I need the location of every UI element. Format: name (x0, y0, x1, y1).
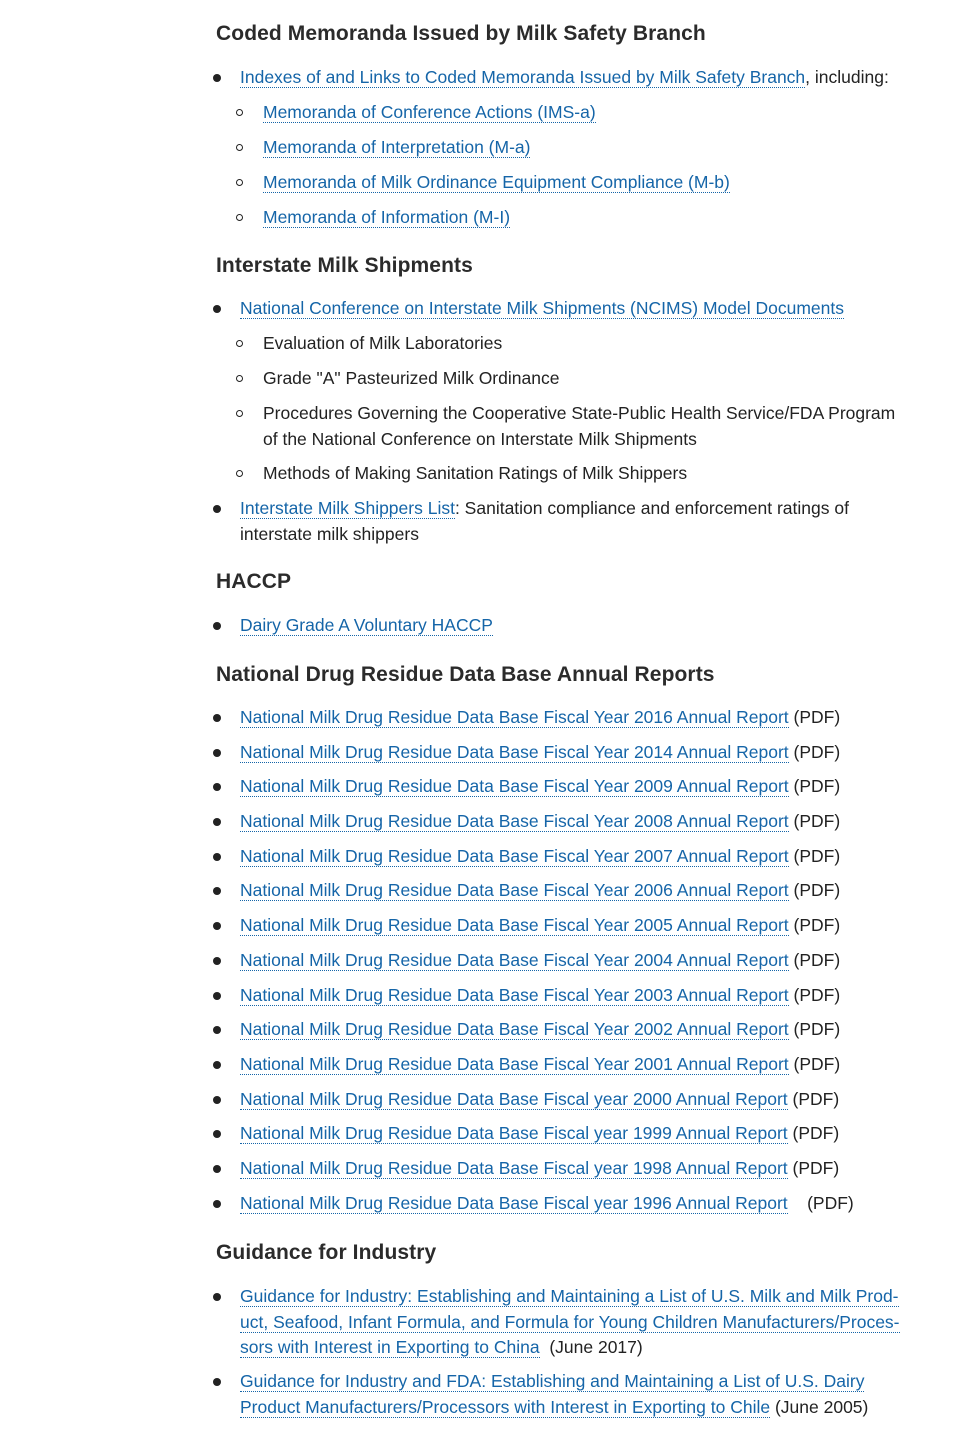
annual-report-link[interactable]: National Milk Drug Residue Data Base Fiscal Year 2003 Annual Report (240, 984, 789, 1005)
heading-guidance: Guidance for Industry (216, 1241, 437, 1264)
ims-list-description: : Sanitation compliance and enforcement ratings of (454, 498, 849, 518)
annual-report-link[interactable]: National Milk Drug Residue Data Base Fiscal Year 2016 Annual Report (240, 707, 789, 727)
memo-link-ims-a[interactable]: Memoranda of Conference Actions (IMS-a) (263, 102, 596, 122)
ncims-item-text: Methods of Making Sanitation Ratings of Milk Shippers (263, 463, 688, 483)
annual-report-link[interactable]: National Milk Drug Residue Data Base Fiscal Year 2004 Annual Report (240, 949, 789, 970)
list-item (216, 401, 966, 461)
memo-link-m-b[interactable]: Memoranda of Milk Ordinance Equipment Compliance (M-b) (263, 172, 730, 192)
annual-report-link[interactable]: National Milk Drug Residue Data Base Fiscal year 1998 Annual Report (240, 1157, 788, 1178)
list-item (216, 296, 966, 331)
annual-report-link[interactable]: National Milk Drug Residue Data Base Fiscal Year 2005 Annual Report (240, 915, 789, 936)
guidance-china-link[interactable]: uct, Seafood, Infant Formula, and Formula for Young Children Manufacturers/Proces- (240, 1311, 900, 1332)
interstate-milk-shippers-list-link[interactable]: Interstate Milk Shippers List (240, 498, 455, 518)
annual-report-link[interactable]: National Milk Drug Residue Data Base Fiscal Year 2002 Annual Report (240, 1019, 789, 1040)
ncims-link[interactable]: National Conference on Interstate Milk Shipments (NCIMS) Model Documents (240, 298, 844, 318)
guidance-china-link[interactable]: sors with Interest in Exporting to China (240, 1337, 540, 1357)
report-list-item (216, 913, 966, 948)
list-item (216, 366, 966, 401)
annual-report-link[interactable]: National Milk Drug Residue Data Base Fiscal Year 2014 Annual Report (240, 741, 789, 762)
report-list-item (216, 1191, 966, 1226)
ncims-item-text: Grade "A" Pasteurized Milk Ordinance (263, 368, 560, 388)
coded-memoranda-list (216, 65, 966, 240)
memo-link-m-a[interactable]: Memoranda of Interpretation (M-a) (263, 137, 531, 157)
report-list-item (216, 983, 966, 1018)
drug-residue-report-list (216, 705, 966, 1225)
report-list-item (216, 1156, 966, 1191)
ims-list-description-cont: interstate milk shippers (240, 523, 419, 544)
list-item (216, 613, 966, 648)
guidance-list (216, 1284, 976, 1429)
list-item (216, 496, 966, 556)
guidance-chile-link[interactable]: Product Manufacturers/Processors with Interest in Exporting to Chile (240, 1396, 771, 1417)
guidance-china-date: (June 2017) (549, 1337, 643, 1357)
report-list-item (216, 1052, 966, 1087)
pdf-label: (PDF) (792, 1157, 840, 1178)
list-item (216, 135, 966, 170)
list-item (216, 100, 966, 135)
list-item (216, 461, 966, 496)
haccp-list (216, 613, 966, 648)
annual-report-link[interactable]: National Milk Drug Residue Data Base Fiscal Year 2006 Annual Report (240, 880, 789, 901)
pdf-label: (PDF) (792, 1088, 840, 1109)
pdf-label: (PDF) (807, 1192, 854, 1213)
pdf-label: (PDF) (793, 707, 841, 727)
list-item (216, 331, 966, 366)
pdf-label: (PDF) (793, 984, 841, 1005)
report-list-item (216, 1087, 966, 1122)
pdf-label: (PDF) (793, 880, 841, 901)
pdf-label: (PDF) (793, 845, 841, 866)
heading-coded-memoranda: Coded Memoranda Issued by Milk Safety Branch (216, 22, 706, 45)
coded-memoranda-index-link[interactable]: Indexes of and Links to Coded Memoranda Issued by Milk Safety Branch (240, 67, 806, 87)
annual-report-link[interactable]: National Milk Drug Residue Data Base Fiscal Year 2007 Annual Report (240, 845, 789, 866)
list-item (216, 65, 966, 100)
heading-interstate: Interstate Milk Shipments (216, 254, 473, 277)
memo-link-m-i[interactable]: Memoranda of Information (M-I) (263, 207, 511, 227)
heading-drug-residue: National Drug Residue Data Base Annual Reports (216, 663, 715, 686)
list-item (216, 205, 966, 240)
guidance-china-link[interactable]: Guidance for Industry: Establishing and Maintaining a List of U.S. Milk and Milk Prod- (240, 1286, 899, 1306)
index-suffix: , including: (805, 67, 889, 87)
ncims-item-text: Evaluation of Milk Laboratories (263, 333, 503, 353)
annual-report-link[interactable]: National Milk Drug Residue Data Base Fiscal Year 2001 Annual Report (240, 1053, 789, 1074)
report-list-item (216, 844, 966, 879)
report-list-item (216, 948, 966, 983)
annual-report-link[interactable]: National Milk Drug Residue Data Base Fiscal year 1996 Annual Report (240, 1192, 788, 1213)
haccp-link[interactable]: Dairy Grade A Voluntary HACCP (240, 615, 493, 635)
list-item (216, 1284, 976, 1369)
report-list-item (216, 878, 966, 913)
annual-report-link[interactable]: National Milk Drug Residue Data Base Fiscal year 1999 Annual Report (240, 1123, 788, 1144)
guidance-chile-date: (June 2005) (774, 1396, 869, 1417)
annual-report-link[interactable]: National Milk Drug Residue Data Base Fiscal Year 2009 Annual Report (240, 776, 789, 797)
list-item (216, 1369, 976, 1429)
list-item (216, 170, 966, 205)
report-list-item (216, 705, 966, 740)
pdf-label: (PDF) (792, 1123, 840, 1144)
report-list-item (216, 740, 966, 775)
pdf-label: (PDF) (793, 949, 841, 970)
report-list-item (216, 809, 966, 844)
heading-haccp: HACCP (216, 570, 292, 593)
annual-report-link[interactable]: National Milk Drug Residue Data Base Fiscal Year 2008 Annual Report (240, 811, 789, 832)
ncims-item-text: Procedures Governing the Cooperative State-Public Health Service/FDA Program (263, 403, 896, 423)
report-list-item (216, 774, 966, 809)
annual-report-link[interactable]: National Milk Drug Residue Data Base Fiscal year 2000 Annual Report (240, 1088, 788, 1109)
interstate-list (216, 296, 966, 556)
report-list-item (216, 1121, 966, 1156)
guidance-chile-link[interactable]: Guidance for Industry and FDA: Establishing and Maintaining a List of U.S. Dairy (240, 1371, 865, 1391)
pdf-label: (PDF) (793, 811, 841, 832)
pdf-label: (PDF) (793, 1053, 841, 1074)
pdf-label: (PDF) (793, 741, 841, 762)
pdf-label: (PDF) (793, 915, 841, 936)
pdf-label: (PDF) (793, 1019, 841, 1040)
ncims-item-text: of the National Conference on Interstate Milk Shipments (263, 428, 697, 449)
pdf-label: (PDF) (793, 776, 841, 797)
report-list-item (216, 1017, 966, 1052)
